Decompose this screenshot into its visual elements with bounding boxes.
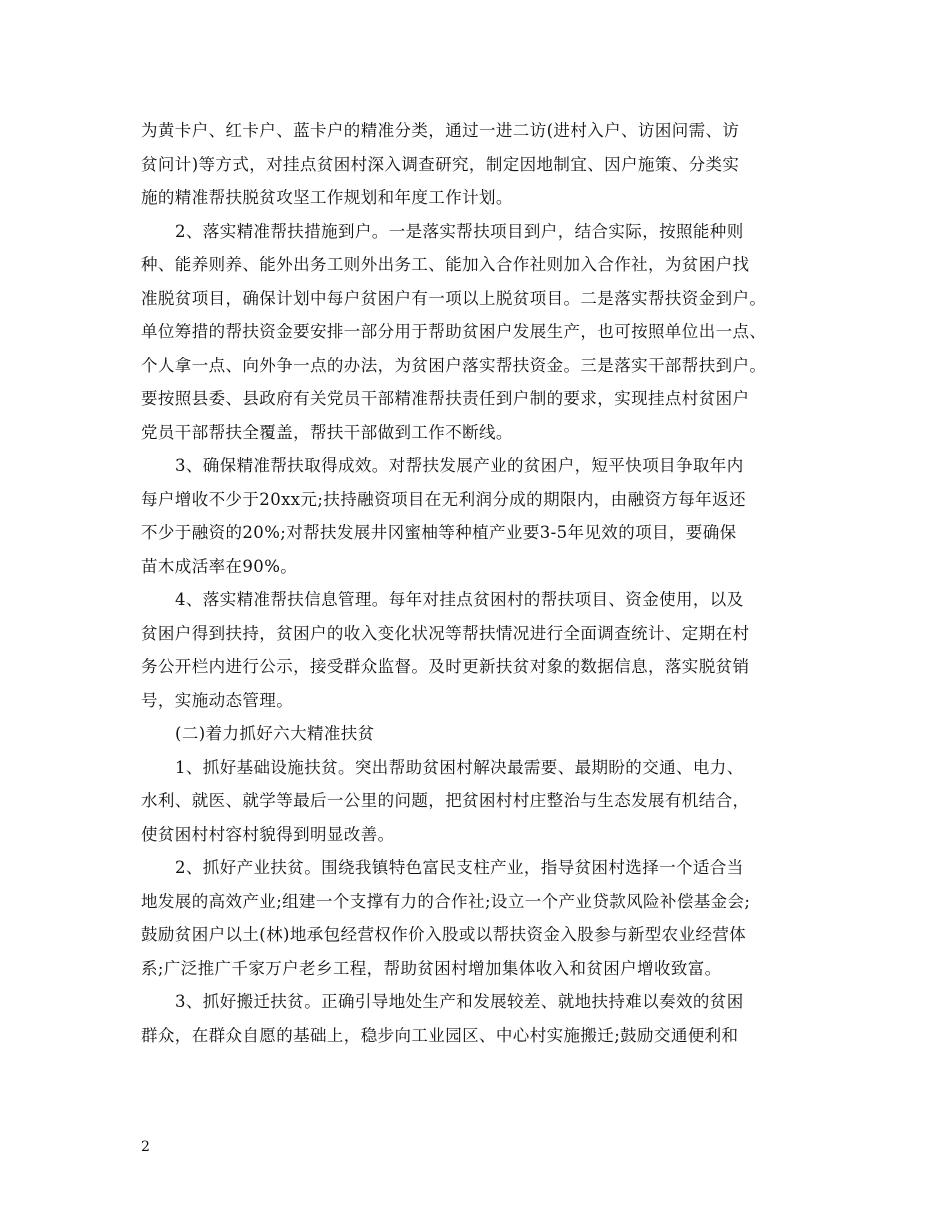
text-line: 要按照县委、县政府有关党员干部精准帮扶责任到户制的要求，实现挂点村贫困户 — [141, 389, 750, 408]
text-line: 鼓励贫困户以土(林)地承包经营权作价入股或以帮扶资金入股参与新型农业经营体 — [141, 925, 747, 944]
text-line: 地发展的高效产业;组建一个支撑有力的合作社;设立一个产业贷款风险补偿基金会; — [141, 891, 751, 911]
document-body — [141, 114, 811, 1052]
paragraph-first-line: 4、落实精准帮扶信息管理。每年对挂点贫困村的帮扶项目、资金使用，以及 — [175, 590, 744, 609]
text-line: 使贫困村村容村貌得到明显改善。 — [141, 824, 395, 844]
text-line: 不少于融资的20%;对帮扶发展井冈蜜柚等种植产业要3-5年见效的项目，要确保 — [141, 523, 737, 542]
text-line: 苗木成活率在90%。 — [141, 556, 298, 576]
text-line: 施的精准帮扶脱贫攻坚工作规划和年度工作计划。 — [141, 188, 513, 207]
text-line: 为黄卡户、红卡户、蓝卡户的精准分类，通过一进二访(进村入户、访困问需、访 — [141, 121, 740, 140]
text-line: 贫问计)等方式，对挂点贫困村深入调查研究，制定因地制宜、因户施策、分类实 — [141, 154, 740, 174]
text-line: 水利、就医、就学等最后一公里的问题，把贫困村村庄整治与生态发展有机结合， — [141, 791, 750, 810]
text-line: 每户增收不少于20xx元;扶持融资项目在无利润分成的期限内，由融资方每年返还 — [141, 489, 746, 509]
text-line: 务公开栏内进行公示，接受群众监督。及时更新扶贫对象的数据信息，落实脱贫销 — [141, 657, 750, 676]
paragraph-first-line: 3、抓好搬迁扶贫。正确引导地处生产和发展较差、就地扶持难以奏效的贫困 — [175, 992, 744, 1011]
text-line: 党员干部帮扶全覆盖，帮扶干部做到工作不断线。 — [141, 422, 513, 442]
paragraph-first-line: 3、确保精准帮扶取得成效。对帮扶发展产业的贫困户，短平快项目争取年内 — [175, 456, 744, 475]
text-line: 单位筹措的帮扶资金要安排一部分用于帮助贫困户发展生产，也可按照单位出一点、 — [141, 322, 767, 341]
section-heading: (二)着力抓好六大精准扶贫 — [175, 724, 375, 743]
text-line: 种、能养则养、能外出务工则外出务工、能加入合作社则加入合作社，为贫困户找 — [141, 255, 750, 274]
text-line: 贫困户得到扶持，贫困户的收入变化状况等帮扶情况进行全面调查统计、定期在村 — [141, 623, 750, 643]
paragraph-first-line: 2、抓好产业扶贫。围绕我镇特色富民支柱产业，指导贫困村选择一个适合当 — [175, 858, 744, 877]
text-line: 准脱贫项目，确保计划中每户贫困户有一项以上脱贫项目。二是落实帮扶资金到户。 — [141, 288, 767, 308]
text-line: 系;广泛推广千家万户老乡工程，帮助贫困村增加集体收入和贫困户增收致富。 — [141, 958, 722, 978]
page-number: 2 — [141, 1139, 150, 1155]
paragraph-first-line: 2、落实精准帮扶措施到户。一是落实帮扶项目到户，结合实际，按照能种则 — [175, 221, 744, 241]
text-line: 号，实施动态管理。 — [141, 690, 294, 710]
paragraph-first-line: 1、抓好基础设施扶贫。突出帮助贫困村解决最需要、最期盼的交通、电力、 — [175, 757, 744, 777]
text-line: 群众，在群众自愿的基础上，稳步向工业园区、中心村实施搬迁;鼓励交通便利和 — [141, 1025, 739, 1045]
text-line: 个人拿一点、向外争一点的办法，为贫困户落实帮扶资金。三是落实干部帮扶到户。 — [141, 355, 767, 375]
